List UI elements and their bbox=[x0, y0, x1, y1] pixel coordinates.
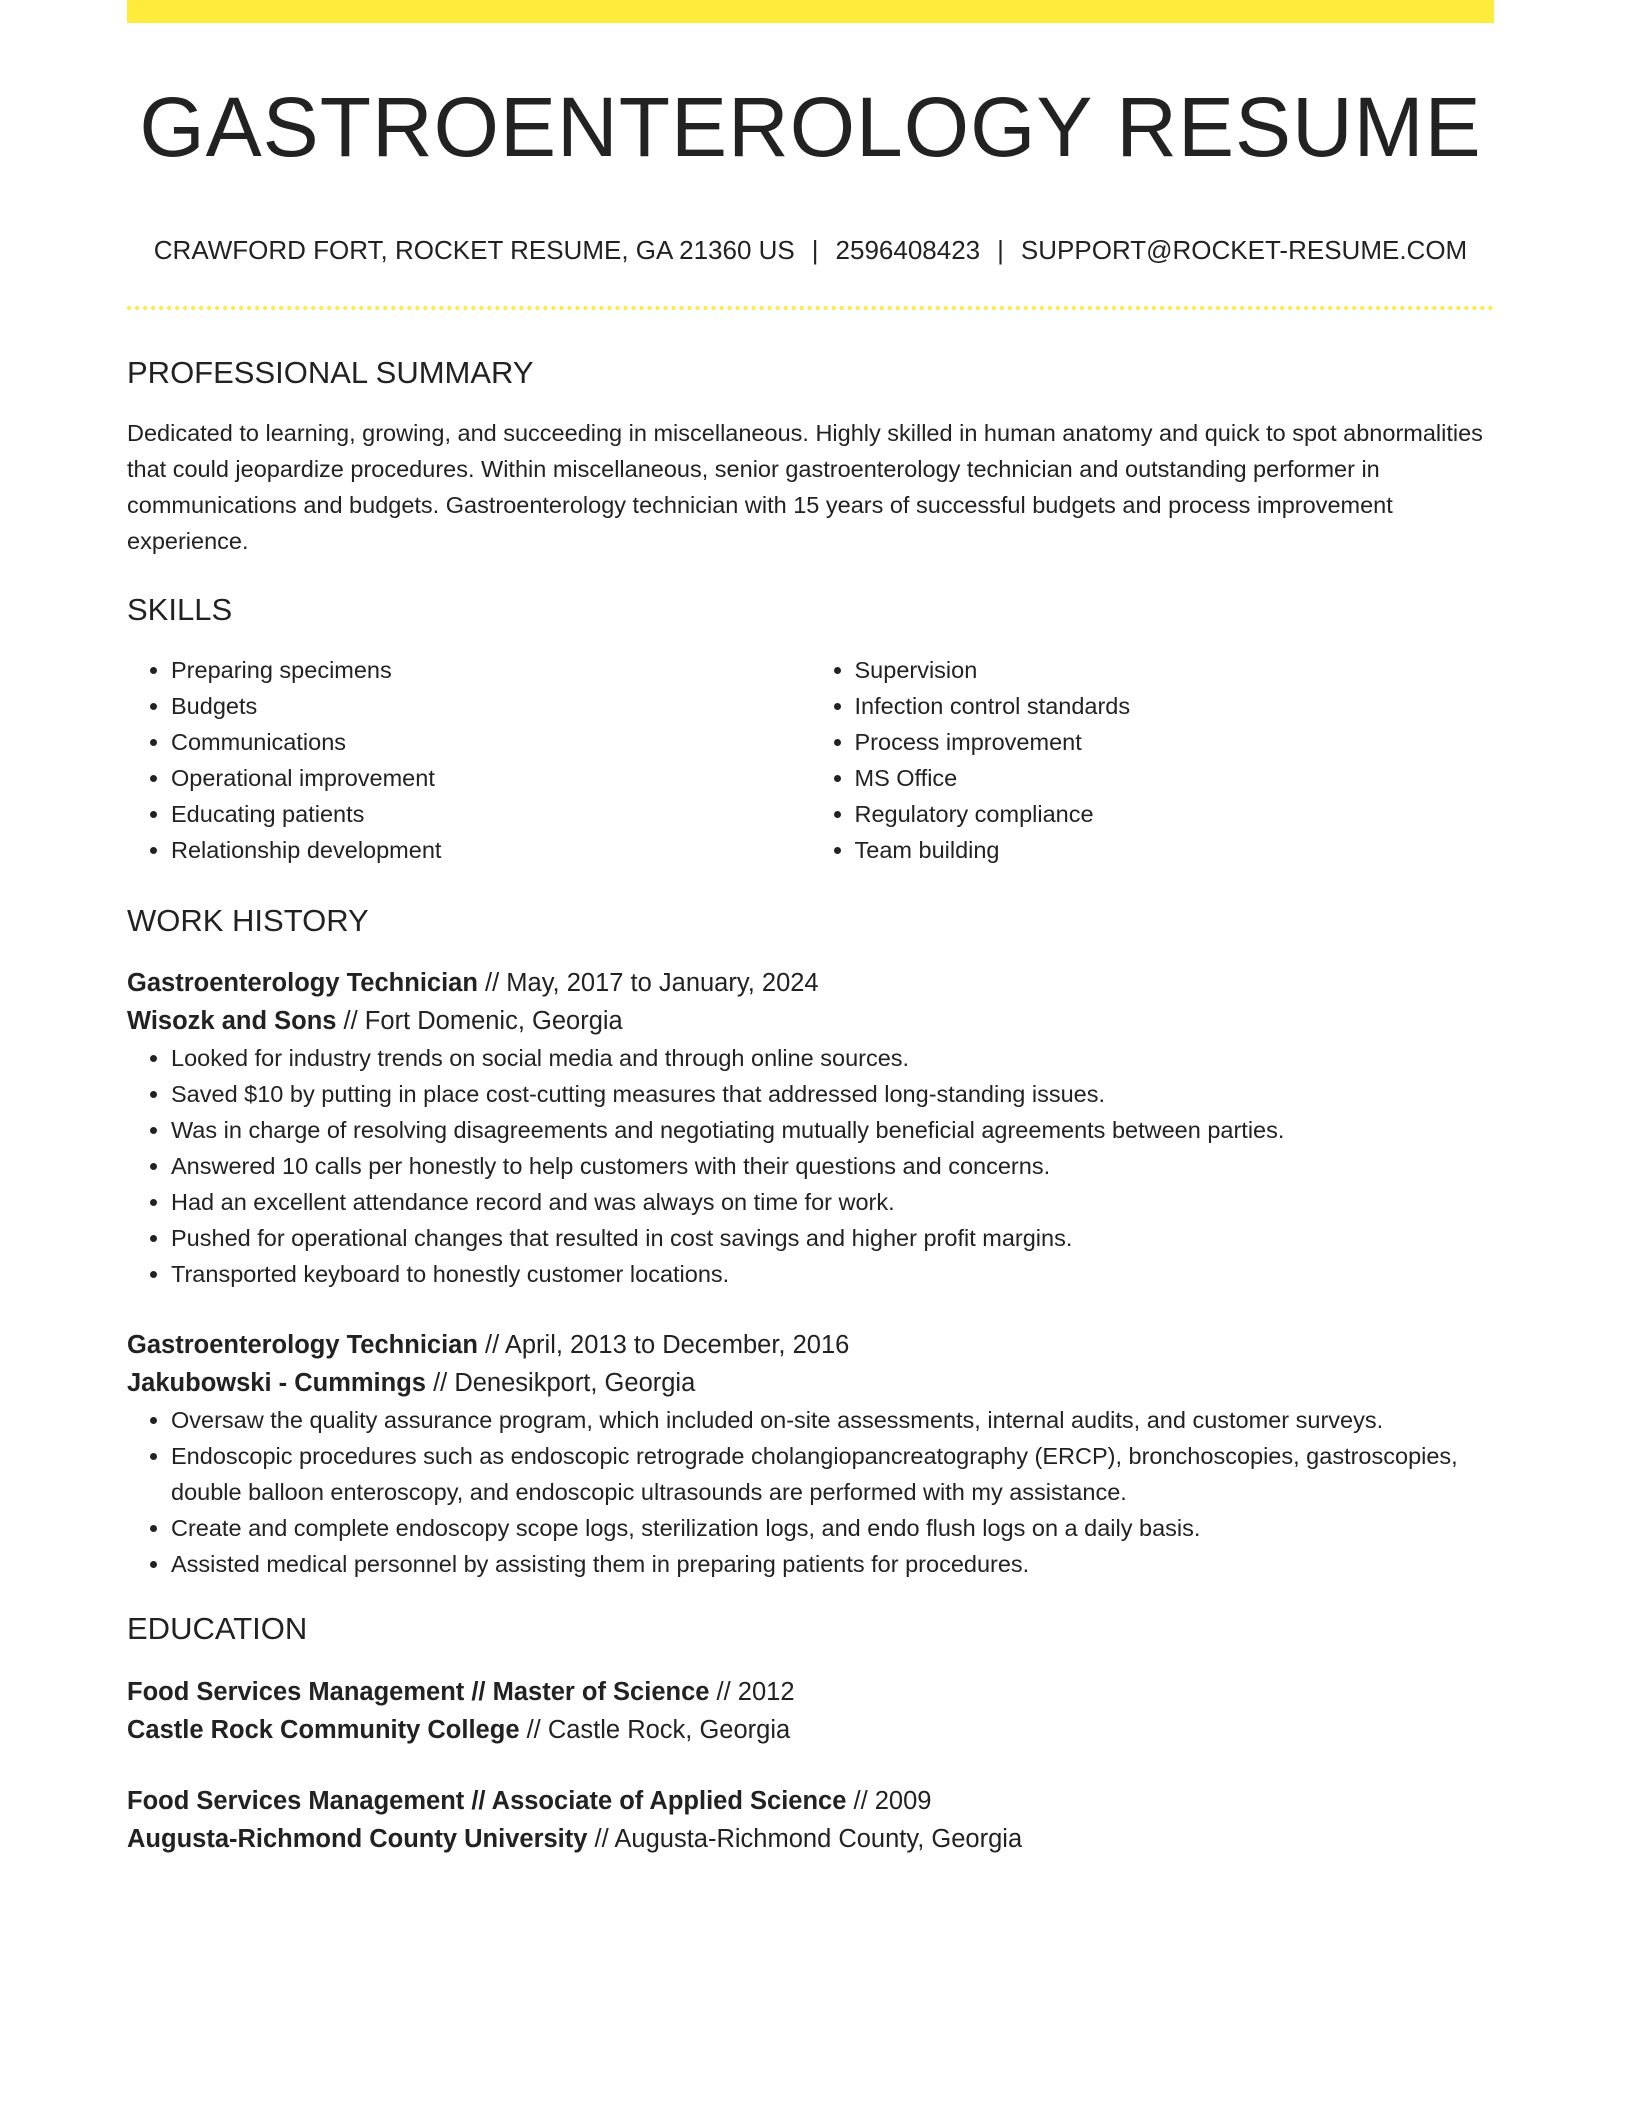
section-title-skills: SKILLS bbox=[127, 591, 233, 627]
job-location: // Fort Domenic, Georgia bbox=[336, 1007, 623, 1036]
skill-item: • Operational improvement bbox=[171, 760, 811, 796]
contact-phone: 2596408423 bbox=[835, 235, 981, 266]
education-degree: Food Services Management // Associate of Applied Science bbox=[127, 1787, 847, 1816]
job-company-line bbox=[127, 1364, 1494, 1402]
job-bullet: • Endoscopic procedures such as endoscopic retrograde cholangiopancreatography (ERCP), bronchoscopies, gastroscopies, double balloon enteroscopy, and endoscopic ultrasounds are performed with my assistance. bbox=[171, 1438, 1494, 1510]
job-bullet: • Oversaw the quality assurance program, which included on-site assessments, internal audits, and customer surveys. bbox=[171, 1402, 1494, 1438]
job-bullet: • Looked for industry trends on social media and through online sources. bbox=[171, 1040, 1494, 1076]
skill-item: • Supervision bbox=[855, 652, 1495, 688]
job-bullet: • Saved $10 by putting in place cost-cutting measures that addressed long-standing issues. bbox=[171, 1076, 1494, 1112]
section-title-work-history: WORK HISTORY bbox=[127, 902, 369, 938]
contact-email: SUPPORT@ROCKET-RESUME.COM bbox=[1020, 235, 1468, 266]
education-entry bbox=[127, 1782, 1494, 1858]
contact-line bbox=[127, 235, 1494, 266]
skill-item: • Regulatory compliance bbox=[855, 796, 1495, 832]
job-entry bbox=[127, 964, 1494, 1292]
job-bullet: • Had an excellent attendance record and was always on time for work. bbox=[171, 1184, 1494, 1220]
education-year: // 2012 bbox=[709, 1678, 795, 1707]
job-role: Gastroenterology Technician bbox=[127, 969, 478, 998]
skill-item: • Infection control standards bbox=[855, 688, 1495, 724]
skills-grid bbox=[127, 652, 1494, 868]
skill-item: • Team building bbox=[855, 832, 1495, 868]
education-degree-line bbox=[127, 1673, 1494, 1711]
job-bullet-list bbox=[127, 1402, 1494, 1582]
job-entry bbox=[127, 1326, 1494, 1582]
job-bullet: • Pushed for operational changes that resulted in cost savings and higher profit margins. bbox=[171, 1220, 1494, 1256]
job-dates: // April, 2013 to December, 2016 bbox=[477, 1331, 850, 1360]
resume-page bbox=[127, 0, 1494, 1858]
job-title-line bbox=[127, 1326, 1494, 1364]
job-dates: // May, 2017 to January, 2024 bbox=[477, 969, 819, 998]
education-school-line bbox=[127, 1820, 1494, 1858]
job-company: Wisozk and Sons bbox=[127, 1007, 337, 1036]
skill-item: • MS Office bbox=[855, 760, 1495, 796]
education-school-line bbox=[127, 1711, 1494, 1749]
education-school: Augusta-Richmond County University bbox=[127, 1825, 588, 1854]
section-title-education: EDUCATION bbox=[127, 1611, 308, 1647]
education-degree: Food Services Management // Master of Science bbox=[127, 1678, 710, 1707]
contact-separator: | bbox=[811, 235, 819, 266]
job-bullet: • Transported keyboard to honestly customer locations. bbox=[171, 1256, 1494, 1292]
section-title-summary: PROFESSIONAL SUMMARY bbox=[127, 354, 534, 390]
skill-item: • Educating patients bbox=[171, 796, 811, 832]
skills-list-right bbox=[811, 652, 1495, 868]
resume-title: GASTROENTEROLOGY RESUME bbox=[139, 80, 1482, 174]
contact-address: CRAWFORD FORT, ROCKET RESUME, GA 21360 US bbox=[153, 235, 795, 266]
top-accent-bar bbox=[127, 0, 1494, 23]
education-year: // 2009 bbox=[846, 1787, 932, 1816]
skill-item: • Process improvement bbox=[855, 724, 1495, 760]
skill-item: • Preparing specimens bbox=[171, 652, 811, 688]
education-entry bbox=[127, 1673, 1494, 1749]
skill-item: • Communications bbox=[171, 724, 811, 760]
job-company: Jakubowski - Cummings bbox=[127, 1369, 426, 1398]
job-bullet: • Answered 10 calls per honestly to help customers with their questions and concerns. bbox=[171, 1148, 1494, 1184]
summary-text: Dedicated to learning, growing, and succeeding in miscellaneous. Highly skilled in human anatomy and quick to spot abnormalities that could jeopardize procedures. Within miscellaneous, senior gastroenterology technician and outstanding performer in communications and budgets. Gastroenterology technician with 15 years of successful budgets and process improvement experience. bbox=[127, 419, 1483, 554]
job-location: // Denesikport, Georgia bbox=[425, 1369, 696, 1398]
job-bullet: • Assisted medical personnel by assisting them in preparing patients for procedures. bbox=[171, 1546, 1494, 1582]
contact-separator: | bbox=[997, 235, 1004, 266]
skill-item: • Relationship development bbox=[171, 832, 811, 868]
job-company-line bbox=[127, 1002, 1494, 1040]
education-school: Castle Rock Community College bbox=[127, 1716, 520, 1745]
dotted-divider bbox=[127, 306, 1494, 310]
job-bullet: • Was in charge of resolving disagreements and negotiating mutually beneficial agreements between parties. bbox=[171, 1112, 1494, 1148]
job-title-line bbox=[127, 964, 1494, 1002]
education-location: // Castle Rock, Georgia bbox=[519, 1716, 791, 1745]
skill-item: • Budgets bbox=[171, 688, 811, 724]
skills-list-left bbox=[127, 652, 811, 868]
job-role: Gastroenterology Technician bbox=[127, 1331, 478, 1360]
education-degree-line bbox=[127, 1782, 1494, 1820]
job-bullet-list bbox=[127, 1040, 1494, 1292]
education-location: // Augusta-Richmond County, Georgia bbox=[587, 1825, 1023, 1854]
job-bullet: • Create and complete endoscopy scope logs, sterilization logs, and endo flush logs on a daily basis. bbox=[171, 1510, 1494, 1546]
